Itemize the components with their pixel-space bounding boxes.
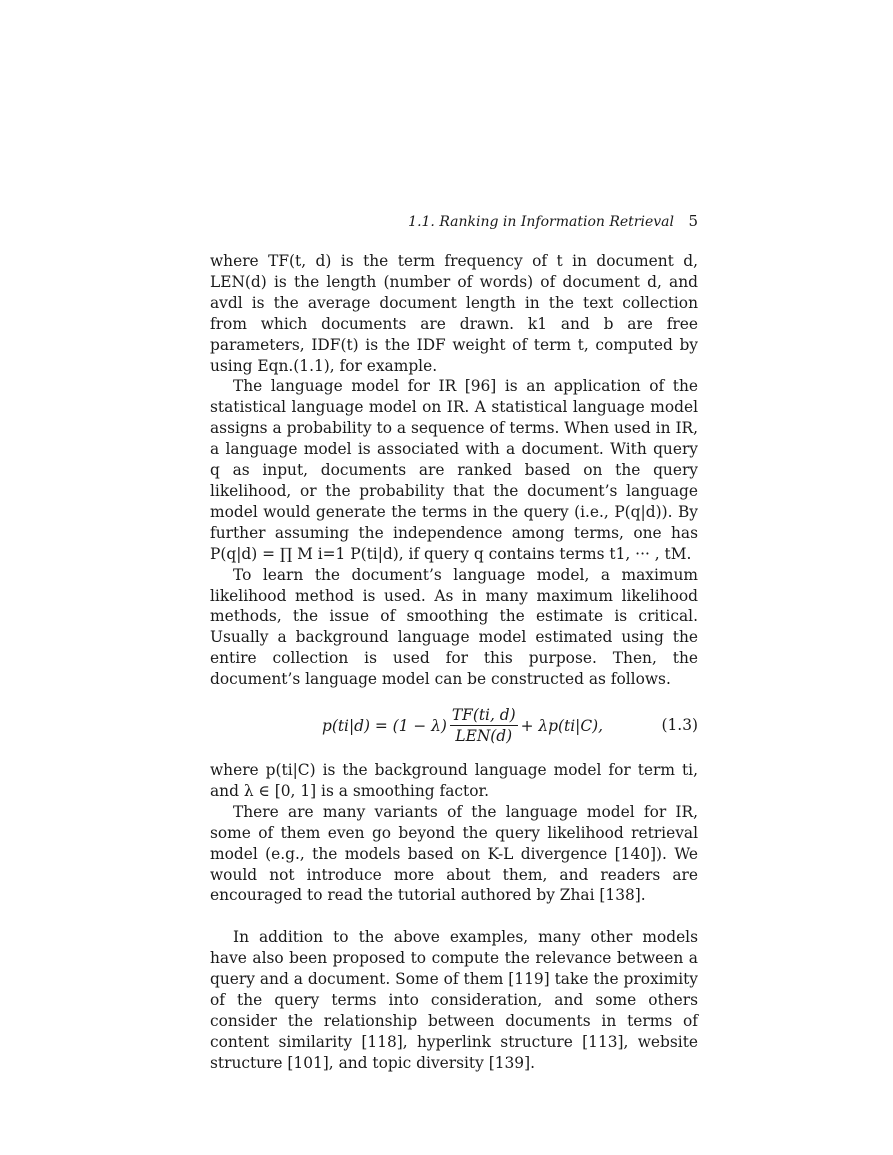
equation-1-3 [210, 696, 698, 758]
equation-denominator: LEN(d) [455, 727, 513, 746]
equation-number: (1.3) [661, 716, 698, 735]
equation-fraction [450, 706, 518, 745]
equation-lhs: p(ti|d) = (1 − λ) [322, 716, 447, 735]
paragraph-3: To learn the document’s language model, a maximum likelihood method is used. As in many maximum likelihood methods, the issue of smoothing the estimate is critical. Usually a background language model estimated using the entire collection is used for this purpose. Then, the document’s language model can be constructed as follows. [210, 565, 698, 689]
paragraph-6: In addition to the above examples, many other models have also been proposed to compute the relevance between a query and a document. Some of them [119] take the proximity of the query terms into consideration, and some others consider the relationship between documents in terms of content similarity [118], hyperlink structure [113], website structure [101], and topic diversity [139]. [210, 928, 698, 1072]
body-text [210, 251, 698, 1074]
paragraph-1: where TF(t, d) is the term frequency of t in document d, LEN(d) is the length (number of words) of document d, and avdl is the average document length in the text collection from which documents are drawn. k1 and b are free parameters, IDF(t) is the IDF weight of term t, computed by using Eqn.(1.1), for example. [210, 252, 698, 375]
paragraph-5: There are many variants of the language model for IR, some of them even go beyond the query likelihood retrieval model (e.g., the models based on K-L divergence [140]). We would not introduce more about them, and readers are encouraged to read the tutorial authored by Zhai [138]. [210, 802, 698, 905]
paragraph-gap [210, 906, 698, 927]
paragraph-4: where p(ti|C) is the background language model for term ti, and λ ∈ [0, 1] is a smoothing factor. [210, 761, 698, 800]
page-number: 5 [688, 212, 698, 230]
running-header [408, 212, 698, 230]
paragraph-2: The language model for IR [96] is an application of the statistical language model on IR. A statistical language model assigns a probability to a sequence of terms. When used in IR, a language model is associated with a document. With query q as input, documents are ranked based on the query likelihood, or the probability that the document’s language model would generate the terms in the query (i.e., P(q|d)). By further assuming the independence among terms, one has P(q|d) = ∏ M i=1 P(ti|d), if query q contains terms t1, ··· , tM. [210, 377, 698, 563]
section-title: 1.1. Ranking in Information Retrieval [408, 214, 674, 230]
equation-numerator: TF(ti, d) [451, 706, 516, 725]
equation-rhs: + λp(ti|C), [520, 716, 603, 735]
